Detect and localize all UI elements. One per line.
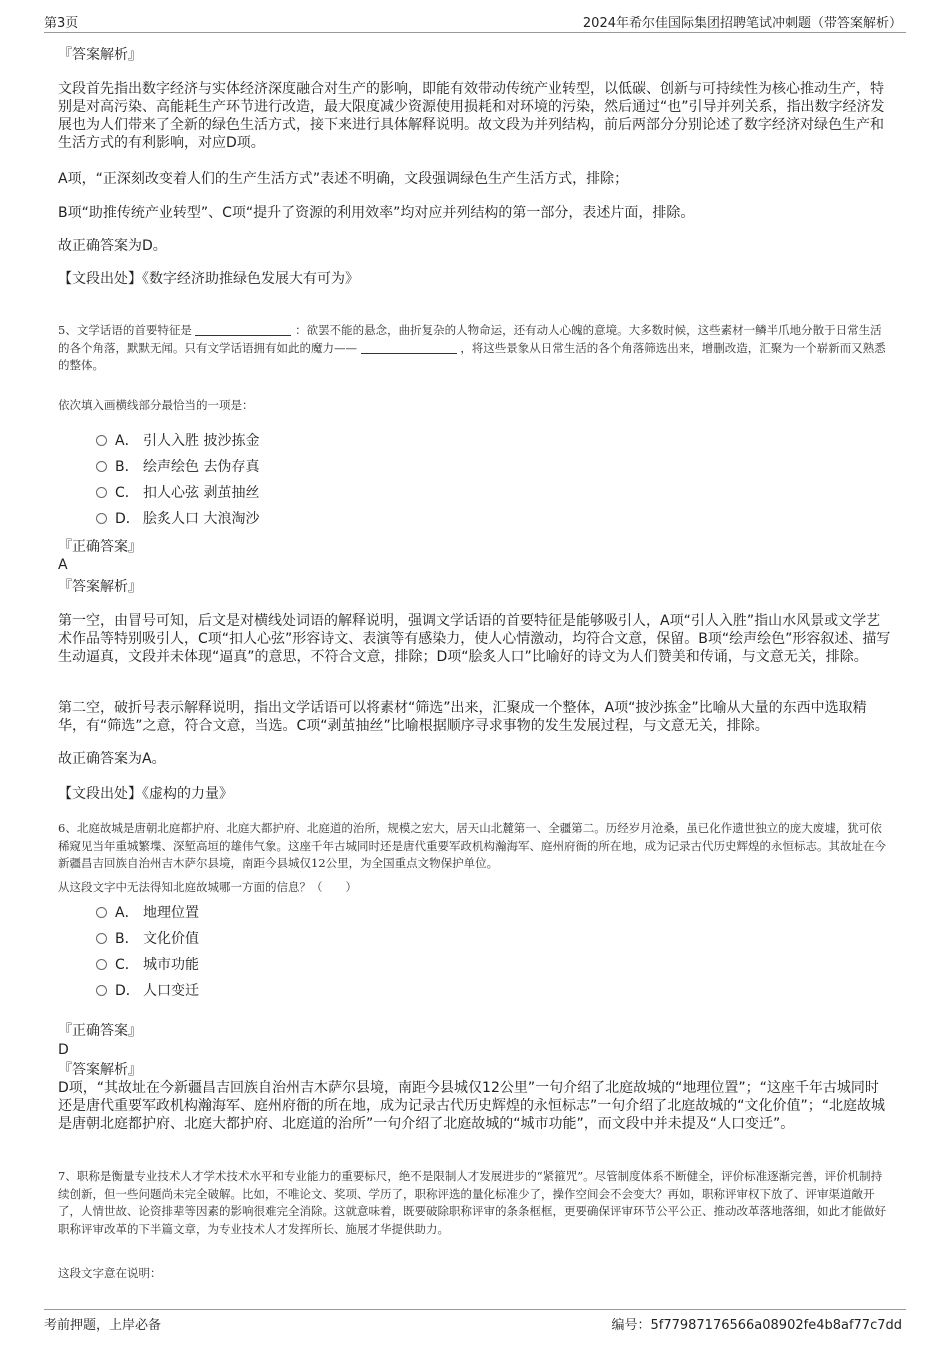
radio-icon[interactable] (96, 985, 107, 996)
q5-stem-part-2: ：欲罢不能的悬念，曲折复杂的人物命运，还有动人心魄的意境。大多数时候，这些素材一鳞半爪地分散于日常生活的各个角落，默默无闻。只有文学话语拥有如此的魔力—— (58, 323, 882, 355)
q7-prompt: 这段文字意在说明： (58, 1266, 162, 1280)
q5-analysis-label: 『答案解析』 (58, 579, 142, 595)
q5-answer-statement: 故正确答案为A。 (58, 751, 166, 767)
radio-icon[interactable] (96, 461, 107, 472)
radio-icon[interactable] (96, 933, 107, 944)
document-id: 编号：5f77987176566a08902fe4b8af77c7dd (611, 1318, 902, 1333)
q4-answer-statement: 故正确答案为D。 (58, 238, 167, 254)
q6-answer: D (58, 1042, 69, 1058)
radio-icon[interactable] (96, 487, 107, 498)
q4-analysis-paragraph-2: A项，“正深刻改变着人们的生产生活方式”表述不明确，文段强调绿色生产生活方式，排除； (58, 171, 629, 187)
q6-prompt: 从这段文字中无法得知北庭故城哪一方面的信息？（ ） (58, 880, 357, 894)
q5-analysis-paragraph-1: 第一空，由冒号可知，后文是对横线处词语的解释说明，强调文学话语的首要特征是能够吸引人，A项“引人入胜”指山水风景或文学艺术作品等特别吸引人，C项“扣人心弦”形容诗文、表演等有感染力，使人心情激动，均符合文意，保留。B项“绘声绘色”形容叙述、描写生动逼真，文段并未体现“逼真”的意思，不符合文意，排除；D项“脍炙人口”比喻好的诗文为人们赞美和传诵，与文意无关，排除。 (58, 613, 891, 665)
radio-icon[interactable] (96, 959, 107, 970)
document-title: 2024年希尔佳国际集团招聘笔试冲刺题（带答案解析） (582, 16, 902, 31)
q6-analysis-label: 『答案解析』 (58, 1062, 142, 1078)
q5-stem (58, 322, 892, 375)
q5-option-d[interactable]: D． 脍炙人口 大浪淘沙 (96, 510, 259, 528)
q4-analysis-label: 『答案解析』 (58, 47, 142, 63)
q6-option-d[interactable]: D． 人口变迁 (96, 982, 199, 1000)
q5-answer: A (58, 557, 68, 573)
q5-option-b[interactable]: B． 绘声绘色 去伪存真 (96, 458, 259, 476)
q4-source: 【文段出处】《数字经济助推绿色发展大有可为》 (58, 271, 359, 287)
footer-divider (44, 1309, 906, 1310)
q5-stem-part-1: 5、文学话语的首要特征是 (58, 323, 192, 337)
q6-answer-label: 『正确答案』 (58, 1023, 142, 1039)
q4-analysis-paragraph-3: B项“助推传统产业转型”、C项“提升了资源的利用效率”均对应并列结构的第一部分，表述片面，排除。 (58, 205, 695, 221)
q5-stem-part-3: ，将这些景象从日常生活的各个角落筛选出来，增删改造，汇聚为一个崭新而又熟悉的整体。 (58, 340, 886, 373)
q4-analysis-paragraph-1: 文段首先指出数字经济与实体经济深度融合对生产的影响，即能有效带动传统产业转型，以低碳、创新与可持续性为核心推动生产，特别是对高污染、高能耗生产环节进行改造，最大限度减少资源使用损耗和对环境的污染，然后通过“也”引导并列关系，指出数字经济发展也为人们带来了全新的绿色生活方式，接下来进行具体解释说明。故文段为并列结构，前后两部分分别论述了数字经济对绿色生产和生活方式的有利影响，对应D项。 (58, 81, 885, 151)
q5-blank-1 (195, 323, 291, 336)
radio-icon[interactable] (96, 435, 107, 446)
q5-option-a[interactable]: A． 引人入胜 披沙拣金 (96, 432, 259, 450)
q6-option-a[interactable]: A． 地理位置 (96, 904, 199, 922)
q6-analysis-paragraph-1: D项，“其故址在今新疆昌吉回族自治州吉木萨尔县境，南距今县城仅12公里”一句介绍了北庭故城的“地理位置”；“这座千年古城同时还是唐代重要军政机构瀚海军、庭州府衙的所在地，成为记录古代历史辉煌的永恒标志”一句介绍了北庭故城的“文化价值”；“北庭故城是唐朝北庭都护府、北庭大都护府、北庭道的治所”一句介绍了北庭故城的“城市功能”，而文段中并未提及“人口变迁”。 (58, 1080, 886, 1132)
q6-option-c[interactable]: C． 城市功能 (96, 956, 199, 974)
q5-blank-2 (361, 341, 457, 354)
page-number: 第3页 (44, 16, 79, 31)
q7-stem: 7、职称是衡量专业技术人才学术技术水平和专业能力的重要标尺，绝不是限制人才发展进步的“紧箍咒”。尽管制度体系不断健全，评价标准逐渐完善，评价机制持续创新，但一些问题尚未完全破解。比如，不唯论文、奖项、学历了，职称评选的量化标准少了，操作空间会不会变大？再如，职称评审权下放了、评审渠道敞开了，人情世故、论资排辈等因素的影响很难完全消除。这就意味着，既要破除职称评审的条条框框，更要确保评审环节公平公正、推动改革落地落细，如此才能做好职称评审改革的下半篇文章，为专业技术人才发挥所长、施展才华提供助力。 (58, 1169, 886, 1236)
q6-stem: 6、北庭故城是唐朝北庭都护府、北庭大都护府、北庭道的治所，规模之宏大，居天山北麓第一、全疆第二。历经岁月沧桑，虽已化作遗世独立的庞大废墟，犹可依稀窥见当年重城繁堞、深堑高垣的雄伟气象。这座千年古城同时还是唐代重要军政机构瀚海军、庭州府衙的所在地，成为记录古代历史辉煌的永恒标志。其故址在今新疆昌吉回族自治州吉木萨尔县境，南距今县城仅12公里，为全国重点文物保护单位。 (58, 821, 886, 871)
header-divider (44, 32, 906, 33)
radio-icon[interactable] (96, 907, 107, 918)
radio-icon[interactable] (96, 513, 107, 524)
q5-source: 【文段出处】《虚构的力量》 (58, 786, 233, 802)
q5-prompt: 依次填入画横线部分最恰当的一项是： (58, 398, 254, 412)
q6-option-b[interactable]: B． 文化价值 (96, 930, 199, 948)
q5-answer-label: 『正确答案』 (58, 539, 142, 555)
q5-analysis-paragraph-2: 第二空，破折号表示解释说明，指出文学话语可以将素材“筛选”出来，汇聚成一个整体，A项“披沙拣金”比喻从大量的东西中选取精华，有“筛选”之意，符合文意，当选。C项“剥茧抽丝”比喻根据顺序寻求事物的发生发展过程，与文意无关，排除。 (58, 700, 867, 734)
footer-slogan: 考前押题，上岸必备 (44, 1318, 162, 1333)
q5-option-c[interactable]: C． 扣人心弦 剥茧抽丝 (96, 484, 259, 502)
